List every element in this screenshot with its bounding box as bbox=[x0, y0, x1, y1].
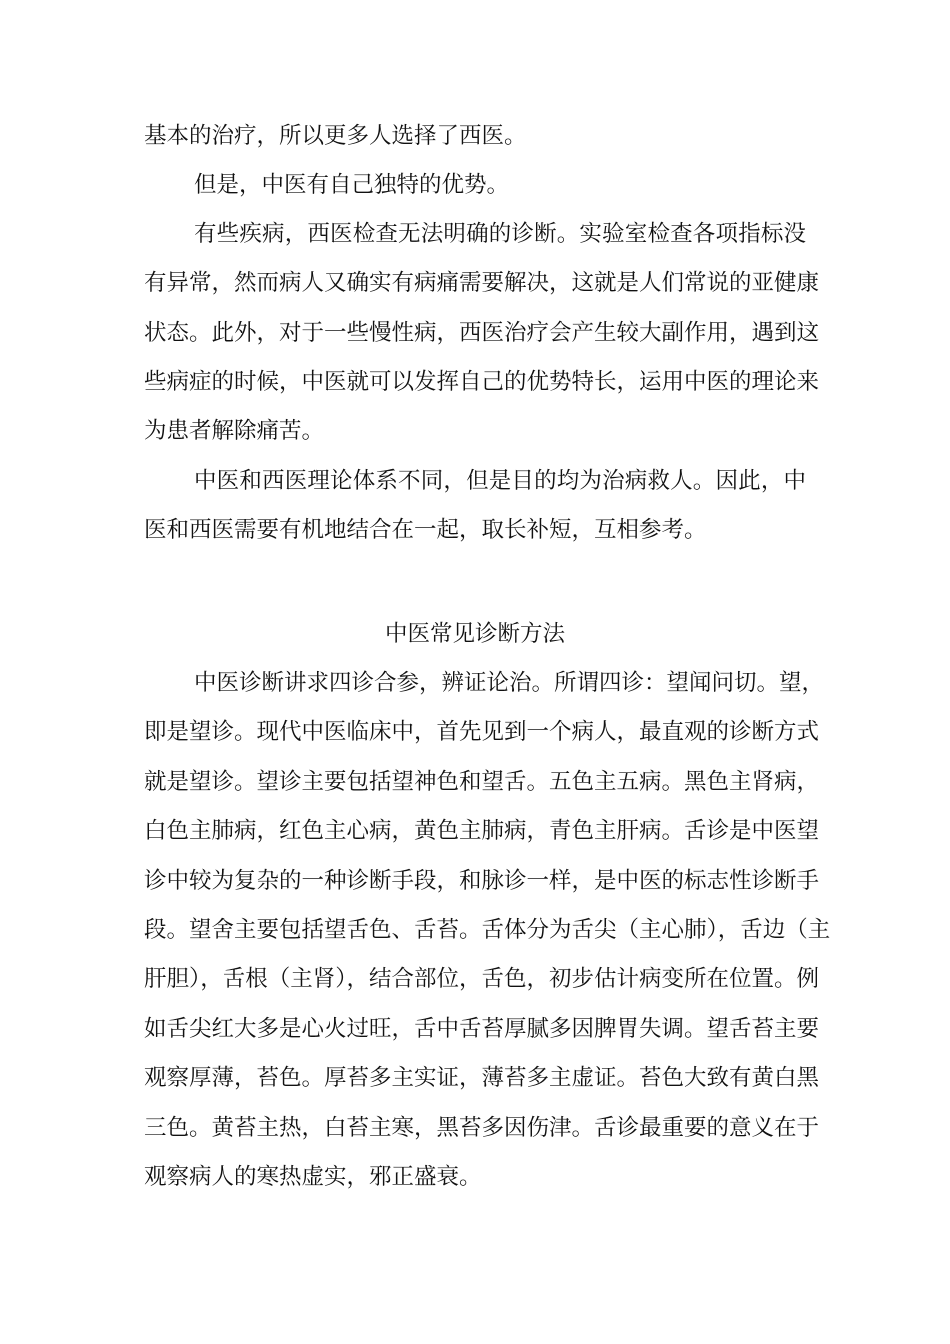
section-heading: 中医常见诊断方法 bbox=[384, 621, 565, 647]
paragraph-line: 但是，中医有自己独特的优势。 bbox=[194, 172, 510, 198]
paragraph-line: 医和西医需要有机地结合在一起，取长补短，互相参考。 bbox=[144, 517, 707, 543]
paragraph-line: 三色。黄苔主热，白苔主寒，黑苔多因伤津。舌诊最重要的意义在于 bbox=[144, 1115, 820, 1141]
paragraph-line: 如舌尖红大多是心火过旺，舌中舌苔厚腻多因脾胃失调。望舌苔主要 bbox=[144, 1016, 820, 1042]
paragraph-line: 为患者解除痛苦。 bbox=[144, 418, 325, 444]
paragraph-line: 有些疾病，西医检查无法明确的诊断。实验室检查各项指标没 bbox=[194, 221, 806, 247]
paragraph-line: 肝胆），舌根（主肾），结合部位，舌色，初步估计病变所在位置。例 bbox=[144, 966, 820, 992]
paragraph-line: 即是望诊。现代中医临床中，首先见到一个病人，最直观的诊断方式 bbox=[144, 719, 820, 745]
paragraph-line: 观察病人的寒热虚实，邪正盛衰。 bbox=[144, 1164, 482, 1190]
paragraph-line: 中医和西医理论体系不同，但是目的均为治病救人。因此，中 bbox=[194, 468, 806, 494]
paragraph-line: 观察厚薄，苔色。厚苔多主实证，薄苔多主虚证。苔色大致有黄白黑 bbox=[144, 1065, 820, 1091]
paragraph-line: 段。望舍主要包括望舌色、舌苔。舌体分为舌尖（主心肺），舌边（主 bbox=[144, 917, 831, 943]
paragraph-line: 些病症的时候，中医就可以发挥自己的优势特长，运用中医的理论来 bbox=[144, 369, 820, 395]
paragraph-line: 状态。此外，对于一些慢性病，西医治疗会产生较大副作用，遇到这 bbox=[144, 320, 820, 346]
paragraph-line: 白色主肺病，红色主心病，黄色主肺病，青色主肝病。舌诊是中医望 bbox=[144, 818, 820, 844]
paragraph-line: 诊中较为复杂的一种诊断手段，和脉诊一样，是中医的标志性诊断手 bbox=[144, 868, 820, 894]
paragraph-line: 有异常，然而病人又确实有病痛需要解决，这就是人们常说的亚健康 bbox=[144, 270, 820, 296]
paragraph-line: 中医诊断讲求四诊合参，辨证论治。所谓四诊：望闻问切。望， bbox=[194, 670, 825, 696]
paragraph-line: 就是望诊。望诊主要包括望神色和望舌。五色主五病。黑色主肾病， bbox=[144, 769, 820, 795]
paragraph-line: 基本的治疗，所以更多人选择了西医。 bbox=[144, 123, 527, 149]
